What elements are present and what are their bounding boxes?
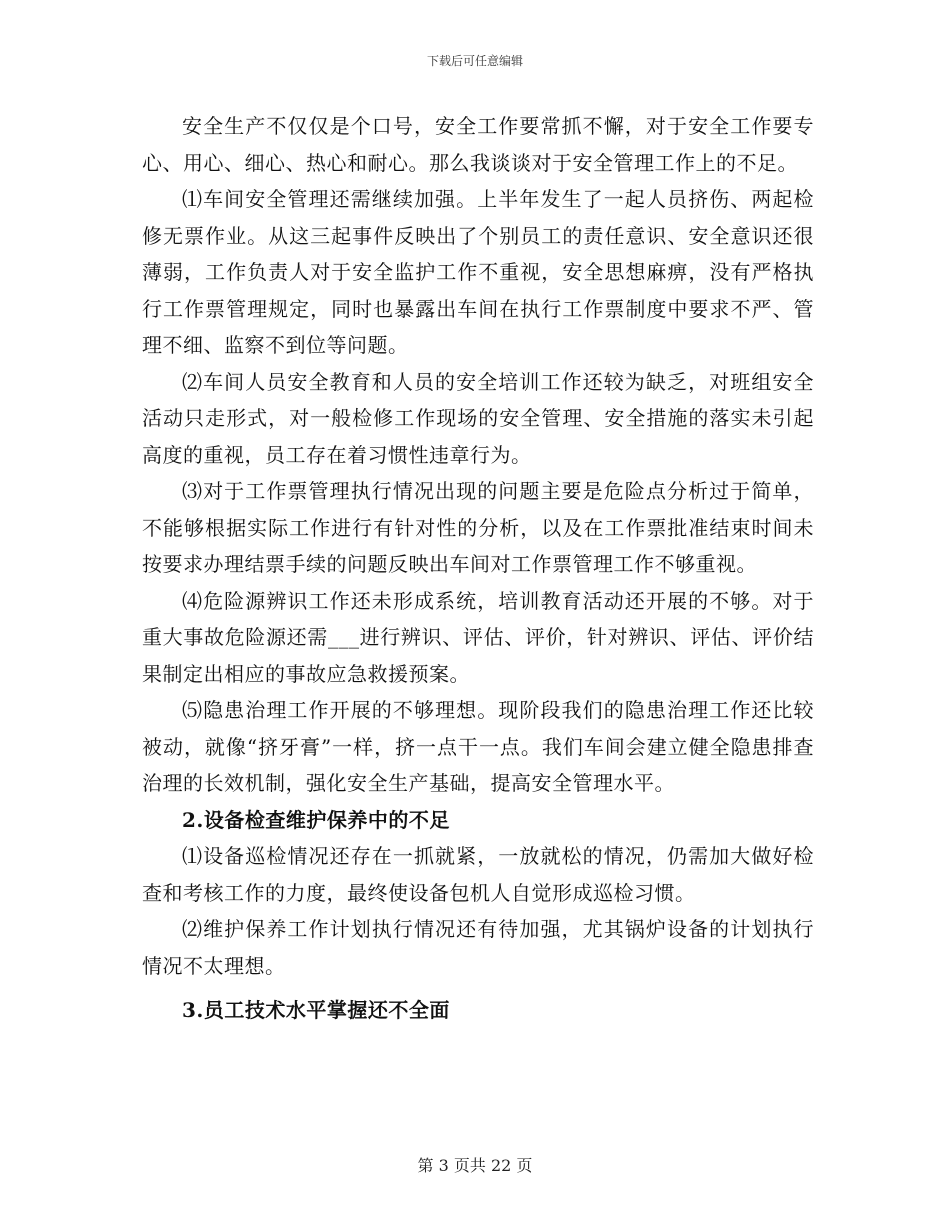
paragraph-item-4 xyxy=(142,583,814,693)
intro-paragraph: 安全生产不仅仅是个口号，安全工作要常抓不懈，对于安全工作要专心、用心、细心、热心和耐心。那么我谈谈对于安全管理工作上的不足。 xyxy=(142,114,814,175)
paragraph-item-4-text-a: ⑷危险源辨识工作还未形成系统，培训教育活动还开展的不够。对于重大事故危险源还需 xyxy=(142,588,814,649)
section-heading-3: 3.员工技术水平掌握还不全面 xyxy=(182,998,450,1022)
paragraph-item-2: ⑵车间人员安全教育和人员的安全培训工作还较为缺乏，对班组安全活动只走形式，对一般检修工作现场的安全管理、安全措施的落实未引起高度的重视，员工存在着习惯性违章行为。 xyxy=(142,369,814,467)
paragraph-item-4-text-b: 进行辨识、评估、评价，针对辨识、评估、评价结果制定出相应的事故应急救援预案。 xyxy=(142,625,815,686)
page-header-note: 下载后可任意编辑 xyxy=(426,54,523,68)
paragraph-item-1: ⑴车间安全管理还需继续加强。上半年发生了一起人员挤伤、两起检修无票作业。从这三起事件反映出了个别员工的责任意识、安全意识还很薄弱，工作负责人对于安全监护工作不重视，安全思想麻痹，没有严格执行工作票管理规定，同时也暴露出车间在执行工作票制度中要求不严、管理不细、监察不到位等问题。 xyxy=(142,187,814,357)
page-number: 第 3 页共 22 页 xyxy=(417,1156,533,1175)
paragraph-item-7: ⑵维护保养工作计划执行情况还有待加强，尤其锅炉设备的计划执行情况不太理想。 xyxy=(142,917,814,978)
paragraph-item-5: ⑸隐患治理工作开展的不够理想。现阶段我们的隐患治理工作还比较被动，就像“挤牙膏”一样，挤一点干一点。我们车间会建立健全隐患排查治理的长效机制，强化安全生产基础，提高安全管理水平。 xyxy=(142,698,814,795)
document-body xyxy=(142,108,814,1029)
fill-in-blank: ___ xyxy=(327,625,360,649)
section-heading-2: 2.设备检查维护保养中的不足 xyxy=(182,807,450,832)
paragraph-item-6: ⑴设备巡检情况还存在一抓就紧，一放就松的情况，仍需加大做好检查和考核工作的力度，最终使设备包机人自觉形成巡检习惯。 xyxy=(142,844,814,905)
paragraph-item-3: ⑶对于工作票管理执行情况出现的问题主要是危险点分析过于简单，不能够根据实际工作进行有针对性的分析，以及在工作票批准结束时间未按要求办理结票手续的问题反映出车间对工作票管理工作不够重视。 xyxy=(142,479,814,576)
